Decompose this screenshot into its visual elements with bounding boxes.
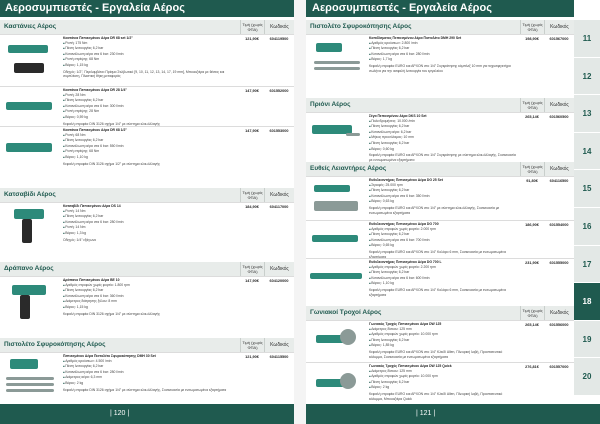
- chisel-icon: [314, 67, 360, 70]
- product-name: Πεπιεσμένου Αέρα Πιστολέτο Σφυροκόπησης DMH 30 Set: [63, 354, 156, 358]
- section-header: [306, 98, 574, 112]
- spec-item: ■ Ροπή στρέψης: 28 Nm: [63, 109, 237, 115]
- spec-item: ■ Πίεση λειτουργίας 6,2 bar: [369, 46, 517, 52]
- code-column-header: Κωδικός: [264, 338, 294, 352]
- product-row: [0, 276, 294, 324]
- page-gutter: [294, 0, 306, 424]
- product-price: 147,90€: [245, 129, 259, 133]
- tool-body-icon: [6, 102, 52, 110]
- product-code: 604120000: [269, 279, 289, 283]
- chapter-tab[interactable]: 19: [574, 321, 600, 359]
- product-row: [306, 362, 574, 404]
- chapter-tab[interactable]: 14: [574, 133, 600, 171]
- tool-body-icon: [316, 43, 342, 52]
- section-header: [306, 162, 574, 176]
- product-price: 91,80€: [526, 179, 538, 183]
- section-straight-grinders: [306, 162, 574, 176]
- accessories-icon: [314, 201, 358, 211]
- section-header: [306, 306, 574, 320]
- product-note: Κεφαλή στροφέα DIN 3126 σχήμα 1/2" με σύστημα κλικ-άλλαγής: [63, 161, 161, 166]
- code-column-header: Κωδικός: [544, 162, 574, 176]
- product-name: Καστάνια Πεπιεσμένου Αέρα DR 68 1/2": [63, 128, 127, 132]
- product-code: 601567000: [549, 37, 569, 41]
- spec-item: ■ Πίεση λειτουργίας 6,2 bar: [63, 214, 237, 220]
- section-header: [0, 20, 294, 34]
- chisel-icon: [6, 389, 54, 392]
- section-header: [0, 338, 294, 352]
- spec-item: ■ Στροφές: 25.000 rpm: [369, 183, 517, 189]
- section-hammer-right: [306, 20, 574, 34]
- product-name: Ευθυλειαντήρας Πεπιεσμένου Αέρα DG 25 Set: [369, 178, 443, 182]
- chapter-tab[interactable]: 15: [574, 170, 600, 208]
- product-image: [0, 277, 60, 324]
- tool-body-icon: [12, 285, 46, 295]
- chapter-tab-active[interactable]: 18: [574, 283, 600, 321]
- product-code: 604116500: [549, 179, 569, 183]
- product-note: Κεφαλή στροφέα EURO και ΑΡΧΟΝ στο 1/4" Κλειδί Allen, Πλευρική λαβή, Προστατευτικό κάλυμμα, Συσκευασία με ενσωματωμένα εξαρτήματα: [369, 349, 503, 359]
- product-name: Γωνιακός Τροχός Πεπιεσμένου Αέρα DW 125 Quick: [369, 364, 452, 368]
- code-column-header: Κωδικός: [544, 20, 574, 34]
- price-column-header: Τιμή (χωρίς ΦΠΑ): [520, 162, 544, 176]
- section-title: Πιστολέτο Σφυροκόπησης Αέρος: [310, 23, 412, 30]
- chapter-tab[interactable]: 16: [574, 208, 600, 246]
- spec-item: ■ Πίεση λειτουργίας 6,2 bar: [63, 46, 237, 52]
- section-title: Πιστολέτο Σφυροκόπησης Αέρος: [4, 341, 106, 348]
- spec-item: ■ Κατανάλωση αέρα: 6,2 bar: [369, 130, 517, 136]
- spec-item: ■ Κατανάλωση αέρα στα 6 bar: 350 l/min: [369, 194, 517, 200]
- spec-item: ■ Κατανάλωση αέρα στα 6 bar: 230 l/min: [63, 52, 237, 58]
- spec-item: ■ Πίεση λειτουργίας 6,2 bar: [63, 288, 237, 294]
- product-image: [0, 353, 60, 402]
- product-info: [60, 35, 240, 86]
- product-note: Κεφαλή στροφέα DIN 3126 σχήμα 1/4" με σύστημα κλικ-άλλαγής: [63, 311, 161, 316]
- spec-list: [63, 133, 237, 161]
- product-row: [306, 258, 574, 296]
- section-angle-grinders: [306, 306, 574, 320]
- product-code: 601557000: [549, 365, 569, 369]
- product-row: [306, 220, 574, 258]
- spec-item: ■ Ροπή: 14 Nm: [63, 225, 237, 231]
- product-image: [0, 87, 60, 126]
- product-price: 121,90€: [245, 37, 259, 41]
- product-image: [306, 35, 366, 86]
- spec-item: ■ Βάρος: 2 kg: [369, 385, 517, 391]
- product-note: Κεφαλή στροφέα EURO και ΑΡΧΟΝ στο 1/4" Συγκράτησης κόμπλεξ 10 mm για ταχυσφιγκτήρα σωλήνα για την ασφαλή λειτουργία του εργαλείου: [369, 63, 511, 73]
- product-info: [366, 113, 520, 162]
- spec-item: ■ Κατανάλωση αέρα στα 6 bar: 360 l/min: [63, 294, 237, 300]
- product-info: [366, 221, 520, 258]
- spec-item: ■ Πίεση λειτουργίας 6,2 bar: [63, 98, 237, 104]
- product-name: Ευθυλειαντήρας Πεπιεσμένου Αέρα DG 700: [369, 222, 439, 226]
- product-row: [0, 202, 294, 248]
- spec-list: [369, 327, 517, 349]
- product-note: Κεφαλή στροφέα EURO και ΑΡΧΟΝ στο 1/4" Κολάρο 6 mm, Συσκευασία με ενσωματωμένα εξαρτήματα: [369, 249, 506, 259]
- product-info: [366, 321, 520, 362]
- product-image: [0, 127, 60, 166]
- product-info: [60, 277, 240, 324]
- chisel-icon: [6, 377, 54, 380]
- product-price: 186,90€: [525, 223, 539, 227]
- spec-item: ■ Πίεση λειτουργίας 6,2 bar: [369, 380, 517, 386]
- product-row: [0, 352, 294, 402]
- spec-item: ■ Κατανάλωση αέρα στα 6 bar: 600 l/min: [369, 276, 517, 282]
- tool-body-icon: [6, 143, 52, 152]
- section-title: Καστάνιες Αέρος: [4, 23, 57, 30]
- product-name: Ευθυλειαντήρας Πεπιεσμένου Αέρα DG 700 L: [369, 260, 442, 264]
- tool-body-icon: [8, 45, 48, 53]
- product-name: Γωνιακός Τροχός Πεπιεσμένου Αέρα DW 125: [369, 322, 442, 326]
- product-note: Κεφαλή στροφέα EURO και ΑΡΧΟΝ στο 1/4" με σύστημα κλικ-άλλαγής, Συσκευασία με ενσωματωμένα εξαρτήματα: [369, 205, 500, 215]
- product-price: 121,90€: [245, 355, 259, 359]
- spec-list: [63, 283, 237, 311]
- product-row: [306, 320, 574, 362]
- product-price: 184,90€: [245, 205, 259, 209]
- product-price: 265,14€: [525, 115, 539, 119]
- tool-body-icon: [10, 359, 38, 369]
- price-column-header: Τιμή (χωρίς ΦΠΑ): [240, 338, 264, 352]
- product-info: [366, 177, 520, 220]
- section-title: Ευθείς Λειαντήρες Αέρος: [310, 165, 387, 172]
- product-price: 198,90€: [525, 37, 539, 41]
- spec-item: ■ Διάμετρος διάτρησης ξύλου: 8 mm: [63, 299, 237, 305]
- spec-item: ■ Ροπή στρέψης: 68 Nm: [63, 149, 237, 155]
- price-column-header: Τιμή (χωρίς ΦΠΑ): [240, 188, 264, 202]
- spec-item: ■ Μήκος πριονόλαμας: 10 mm: [369, 135, 517, 141]
- chisel-icon: [6, 383, 54, 386]
- spec-item: ■ Αριθμός στροφών χωρίς φορτίο: 2.200 rpm: [369, 265, 517, 271]
- product-info: [60, 87, 240, 126]
- spec-list: [63, 209, 237, 237]
- product-row: [0, 34, 294, 86]
- chapter-tab[interactable]: 11: [574, 20, 600, 58]
- spec-item: ■ Βάρος: 0,63 kg: [369, 199, 517, 205]
- spec-item: ■ Κατανάλωση αέρα στα 6 bar: 280 l/min: [369, 52, 517, 58]
- product-code: 601552000: [269, 89, 289, 93]
- section-ratchets: [0, 20, 294, 34]
- spec-item: ■ Πίεση λειτουργίας 6,2 bar: [63, 364, 237, 370]
- section-title: Κατσαβίδι Αέρος: [4, 191, 56, 198]
- spec-item: ■ Πίεση λειτουργίας 6,2 bar: [369, 141, 517, 147]
- grinding-disc-icon: [340, 373, 356, 389]
- spec-item: ■ Διάμετρος δίσκου: 125 mm: [369, 327, 517, 333]
- product-name: Καστάνια Πεπιεσμένου Αέρα DR 28 1/4": [63, 88, 127, 92]
- spec-list: [369, 369, 517, 391]
- grinding-disc-icon: [340, 329, 356, 345]
- spec-item: ■ Αριθμός στροφών χωρίς φορτίο: 2.000 rpm: [369, 227, 517, 233]
- spec-item: ■ Πίεση λειτουργίας 6,2 bar: [369, 232, 517, 238]
- spec-item: ■ Πίεση λειτουργίας 6,2 bar: [369, 124, 517, 130]
- spec-item: ■ Βάρος: 1,7 kg: [369, 57, 517, 63]
- product-image: [306, 259, 366, 296]
- product-image: [306, 177, 366, 220]
- product-info: [366, 259, 520, 296]
- code-column-header: Κωδικός: [264, 20, 294, 34]
- right-page-header: Αεροσυμπιεστές - Εργαλεία Αέρος: [306, 0, 574, 17]
- product-code: 604117000: [269, 205, 289, 209]
- price-column-header: Τιμή (χωρίς ΦΠΑ): [520, 306, 544, 320]
- chapter-tab[interactable]: 12: [574, 58, 600, 96]
- product-price: 276,81€: [525, 365, 539, 369]
- section-title: Γωνιακοί Τροχοί Αέρος: [310, 309, 382, 316]
- product-note: Οδηγός: 1/2", Περιλαμβάνει Πρίσμα Στιλβωτικό [9, 10, 11, 12, 13, 14, 17, 19 mm], Μπουαζιέρα με θέσεις και συμπλέκτη, Πλαστική θήκη μεταφοράς: [63, 69, 225, 79]
- product-code: 601553000: [269, 129, 289, 133]
- product-code: 601554000: [549, 223, 569, 227]
- spec-item: ■ Βάρος: 0,60 kg: [369, 147, 517, 153]
- chapter-tabs: [574, 20, 600, 396]
- spec-list: [369, 119, 517, 153]
- saw-blade-icon: [346, 133, 360, 136]
- tool-grip-icon: [22, 219, 32, 243]
- product-code: 601560500: [549, 115, 569, 119]
- product-code: 601555000: [549, 261, 569, 265]
- spec-item: ■ Αριθμός κρούσεων: 4.500 /min: [63, 359, 237, 365]
- left-page-number: | 120 |: [0, 404, 294, 424]
- product-row: [0, 86, 294, 126]
- spec-item: ■ Κατανάλωση αέρα στα 6 bar: 550 l/min: [63, 144, 237, 150]
- spec-item: ■ Ροπή: 68 Nm: [63, 133, 237, 139]
- product-image: [0, 203, 60, 248]
- product-name: Κατσαβίδι Πεπιεσμένου Αέρα DS 14: [63, 204, 121, 208]
- product-row: [306, 34, 574, 86]
- spec-item: ■ Πίεση λειτουργίας 6,2 bar: [369, 188, 517, 194]
- spec-item: ■ Πίεση λειτουργίας 6,2 bar: [63, 138, 237, 144]
- spec-list: [369, 227, 517, 249]
- product-image: [306, 113, 366, 156]
- code-column-header: Κωδικός: [264, 262, 294, 276]
- product-code: 604119500: [269, 37, 289, 41]
- chapter-tab[interactable]: 20: [574, 358, 600, 396]
- product-note: Οδηγός: 1/4" εξάγωνο: [63, 237, 97, 242]
- product-name: Σέγα Πεπιεσμένου Αέρα DKS 10 Set: [369, 114, 427, 118]
- left-page-header: Αεροσυμπιεστές - Εργαλεία Αέρος: [0, 0, 294, 17]
- product-code: 604115500: [269, 355, 289, 359]
- spec-item: ■ Αριθμός στροφών χωρίς φορτίο: 1.800 rpm: [63, 283, 237, 289]
- product-info: [60, 353, 240, 402]
- chapter-tab[interactable]: 17: [574, 246, 600, 284]
- product-info: [366, 363, 520, 404]
- code-column-header: Κωδικός: [544, 306, 574, 320]
- price-column-header: Τιμή (χωρίς ΦΠΑ): [520, 20, 544, 34]
- spec-item: ■ Κατανάλωση αέρα στα 6 bar: 700 l/min: [369, 238, 517, 244]
- section-screwdriver: [0, 188, 294, 202]
- product-image: [0, 35, 60, 86]
- product-note: Κεφαλή στροφέα EURO και ΑΡΧΟΝ στο 1/4" Κολάρο 6 mm, Συσκευασία με ενσωματωμένα εξαρτήματα: [369, 287, 506, 297]
- right-page-number: | 121 |: [306, 404, 600, 424]
- product-name: Κοπιδίσματος Πεπιεσμένου Αέρα Πιστολέτο DMH 290 Set: [369, 36, 462, 40]
- spec-item: ■ Πίεση λειτουργίας 6,2 bar: [369, 338, 517, 344]
- spec-item: ■ Βάρος: 1,15 kg: [63, 63, 237, 69]
- tool-body-icon: [312, 235, 358, 242]
- spec-item: ■ Κατανάλωση αέρα στα 6 bar: 300 l/min: [63, 104, 237, 110]
- spec-item: ■ Πίεση λειτουργίας 6,2 bar: [369, 270, 517, 276]
- chapter-tab[interactable]: 13: [574, 95, 600, 133]
- chisel-icon: [314, 61, 360, 64]
- product-name: Καστάνια Πεπιεσμένου Αέρα DR 68 set 1/2": [63, 36, 133, 40]
- product-price: 147,90€: [245, 279, 259, 283]
- case-icon: [14, 63, 44, 73]
- spec-list: [369, 265, 517, 287]
- section-drill: [0, 262, 294, 276]
- product-image: [306, 321, 366, 362]
- spec-item: ■ Βάρος: 1,85 kg: [369, 343, 517, 349]
- spec-item: ■ Ροπή στρέψης: 68 Nm: [63, 57, 237, 63]
- product-price: 265,14€: [525, 323, 539, 327]
- spec-item: ■ Διάμετρος δίσκου: 125 mm: [369, 369, 517, 375]
- product-note: Κεφαλή στροφέα EURO και ΑΡΧΟΝ στο 1/4" Κλειδί Allen, Πλευρική λαβή, Προστατευτικό κάλυμμα, Μπουαζιέρα Quick: [369, 391, 503, 401]
- product-image: [306, 221, 366, 258]
- product-note: Κεφαλή στροφέα EURO και ΑΡΧΟΝ στο 1/4" Συγκράτησης με σύστημα κλικ-άλλαγής, Συσκευασία με ενσωματωμένα εξαρτήματα: [369, 153, 516, 162]
- spec-list: [63, 41, 237, 69]
- product-code: 601556000: [549, 323, 569, 327]
- tool-body-icon: [14, 209, 44, 219]
- spec-item: ■ Βάρος: 1,10 kg: [369, 281, 517, 287]
- product-price: 231,90€: [525, 261, 539, 265]
- spec-item: ■ Ροπή: 14 Nm: [63, 209, 237, 215]
- section-hammer: [0, 338, 294, 352]
- spec-item: ■ Αριθμός στροφών χωρίς φορτίο: 10.000 rpm: [369, 332, 517, 338]
- product-info: [60, 203, 240, 248]
- product-name: Δράπανο Πεπιεσμένου Αέρα BE 10: [63, 278, 120, 282]
- spec-item: ■ Βάρος: 2 kg: [63, 381, 237, 387]
- spec-item: ■ Κατανάλωση αέρα στα 6 bar: 280 l/min: [63, 220, 237, 226]
- section-saw: [306, 98, 574, 112]
- tool-grip-icon: [20, 295, 30, 319]
- product-price: 147,90€: [245, 89, 259, 93]
- spec-item: ■ Αριθμός στροφών χωρίς φορτίο: 10.000 rpm: [369, 374, 517, 380]
- section-header: [0, 262, 294, 276]
- product-info: [366, 35, 520, 86]
- spec-item: ■ Ροπή: 175 Nm: [63, 41, 237, 47]
- price-column-header: Τιμή (χωρίς ΦΠΑ): [240, 262, 264, 276]
- spec-item: ■ Παλινδρομήσεις: 10.000 /min: [369, 119, 517, 125]
- product-image: [306, 363, 366, 404]
- spec-list: [369, 183, 517, 205]
- section-header: [0, 188, 294, 202]
- spec-list: [369, 41, 517, 63]
- spec-item: ■ Βάρος: 1,10 kg: [63, 155, 237, 161]
- section-header: [306, 20, 574, 34]
- product-note: Κεφαλή στροφέα DIN 3126 σχήμα 1/4" με σύστημα κλικ-άλλαγής, Συσκευασία με ενσωματωμένα εξαρτήματα: [63, 387, 227, 392]
- spec-item: ■ Διάμετρος αέρα: 6,3 mm: [63, 375, 237, 381]
- spec-item: ■ Βάρος: 1,3 kg: [63, 231, 237, 237]
- spec-list: [63, 359, 237, 387]
- spec-item: ■ Ροπή: 28 Nm: [63, 93, 237, 99]
- spec-item: ■ Κατανάλωση αέρα στα 6 bar: 280 l/min: [63, 370, 237, 376]
- section-title: Δράπανο Αέρος: [4, 265, 54, 272]
- code-column-header: Κωδικός: [264, 188, 294, 202]
- tool-body-icon: [314, 185, 350, 192]
- product-row: [306, 176, 574, 220]
- spec-item: ■ Βάρος: 1,15 kg: [63, 305, 237, 311]
- code-column-header: Κωδικός: [544, 98, 574, 112]
- spec-item: ■ Αριθμός κρούσεων: 2.800 /min: [369, 41, 517, 47]
- section-title: Πριόνι Αέρος: [310, 101, 351, 108]
- tool-body-icon: [310, 273, 362, 279]
- price-column-header: Τιμή (χωρίς ΦΠΑ): [240, 20, 264, 34]
- product-note: Κεφαλή στροφέα DIN 3126 σχήμα 1/4" με σύστημα κλικ-άλλαγής: [63, 121, 161, 126]
- product-row: [306, 112, 574, 162]
- product-info: [60, 127, 240, 166]
- spec-list: [63, 93, 237, 121]
- spec-item: ■ Βάρος: 0,59 kg: [63, 115, 237, 121]
- price-column-header: Τιμή (χωρίς ΦΠΑ): [520, 98, 544, 112]
- product-row: [0, 126, 294, 166]
- spec-item: ■ Βάρος: 0,65 kg: [369, 243, 517, 249]
